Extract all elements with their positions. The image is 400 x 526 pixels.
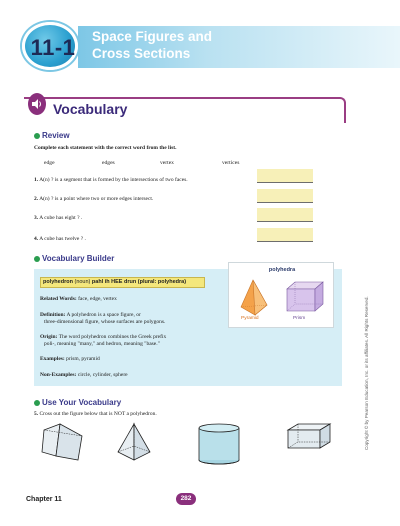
copyright-notice: Copyright © by Pearson Education, Inc. or its affiliates. All Rights Reserved. xyxy=(364,296,369,450)
item-text: A(n) ? is a point where two or more edges intersect. xyxy=(39,196,154,202)
item-text: A cube has eight ? . xyxy=(39,215,83,221)
vocab-word-line xyxy=(43,279,208,286)
use-item-5 xyxy=(34,411,294,418)
figure-title: polyhedra xyxy=(268,267,296,273)
review-instruction: Complete each statement with the correct word from the list. xyxy=(34,145,177,151)
pronunciation: pahl ih HEE drun (plural: polyhedra) xyxy=(91,279,187,285)
related-value: face, edge, vertex xyxy=(78,296,117,302)
pyramid-prism-drawing xyxy=(235,277,329,319)
answer-field-3[interactable] xyxy=(257,208,313,222)
word-vertices: vertices xyxy=(222,160,240,166)
lesson-header xyxy=(0,0,400,78)
item-number: 1. xyxy=(34,177,39,183)
definition-line-2: three-dimensional figure, whose surfaces are polygons. xyxy=(44,319,166,325)
vocabulary-title: Vocabulary xyxy=(53,101,128,117)
item-number: 3. xyxy=(34,215,39,221)
item-text: A cube has twelve ? . xyxy=(39,236,86,242)
rectangular-prism-figure[interactable] xyxy=(286,422,332,452)
triangular-prism-figure[interactable] xyxy=(40,422,86,462)
lesson-title xyxy=(92,28,212,62)
part-of-speech: (noun) xyxy=(74,279,91,285)
item-number: 5. xyxy=(34,411,39,417)
definition-line-1: A polyhedron is a space figure, or xyxy=(66,312,141,318)
cylinder-figure[interactable] xyxy=(196,422,242,466)
review-item-2 xyxy=(34,196,254,203)
review-item-3 xyxy=(34,215,254,222)
answer-field-4[interactable] xyxy=(257,228,313,242)
prism-label: Prism xyxy=(293,316,306,321)
related-words xyxy=(40,296,117,303)
word-edges: edges xyxy=(102,160,115,166)
examples-value: prism, pyramid xyxy=(66,356,100,362)
item-number: 2. xyxy=(34,196,39,202)
word-edge: edge xyxy=(44,160,55,166)
non-examples xyxy=(40,372,128,379)
item-text: Cross out the figure below that is NOT a polyhedron. xyxy=(39,411,157,417)
word-vertex: vertex xyxy=(160,160,174,166)
origin xyxy=(40,334,240,341)
title-line-1: Space Figures and xyxy=(92,29,213,44)
review-heading-text: Review xyxy=(42,131,70,140)
builder-heading xyxy=(34,254,114,263)
answer-field-1[interactable] xyxy=(257,169,313,183)
title-line-2: Cross Sections xyxy=(92,46,191,61)
polyhedra-figure xyxy=(228,262,334,328)
nonexamples-label: Non-Examples: xyxy=(40,372,77,378)
word-list xyxy=(44,160,284,168)
lesson-number: 11-1 xyxy=(30,35,76,60)
use-heading xyxy=(34,398,121,407)
use-heading-text: Use Your Vocabulary xyxy=(42,398,122,407)
examples-label: Examples: xyxy=(40,356,65,362)
answer-field-2[interactable] xyxy=(257,189,313,203)
origin-line-2: poli-, meaning "many," and hedron, meaning "base." xyxy=(44,341,160,347)
review-heading xyxy=(34,131,70,140)
item-text: A(n) ? is a segment that is formed by the intersections of two faces. xyxy=(39,177,188,183)
bullet-icon xyxy=(34,133,40,139)
bullet-icon xyxy=(34,256,40,262)
definition xyxy=(40,312,225,319)
origin-line-1: The word polyhedron combines the Greek prefix xyxy=(58,334,167,340)
vocab-word: polyhedron xyxy=(43,279,73,285)
review-item-1 xyxy=(34,177,254,184)
examples xyxy=(40,356,100,363)
pyramid-label: Pyramid xyxy=(241,316,259,321)
related-label: Related Words: xyxy=(40,296,77,302)
review-item-4 xyxy=(34,236,254,243)
builder-heading-text: Vocabulary Builder xyxy=(42,254,115,263)
pyramid-figure[interactable] xyxy=(116,422,152,462)
page-number: 282 xyxy=(176,493,196,505)
origin-label: Origin: xyxy=(40,334,58,340)
chapter-label: Chapter 11 xyxy=(26,496,62,503)
audio-speaker-icon[interactable] xyxy=(28,93,46,115)
lesson-badge xyxy=(22,22,78,70)
nonexamples-value: circle, cylinder, sphere xyxy=(77,372,128,378)
bullet-icon xyxy=(34,400,40,406)
item-number: 4. xyxy=(34,236,39,242)
definition-label: Definition: xyxy=(40,312,66,318)
